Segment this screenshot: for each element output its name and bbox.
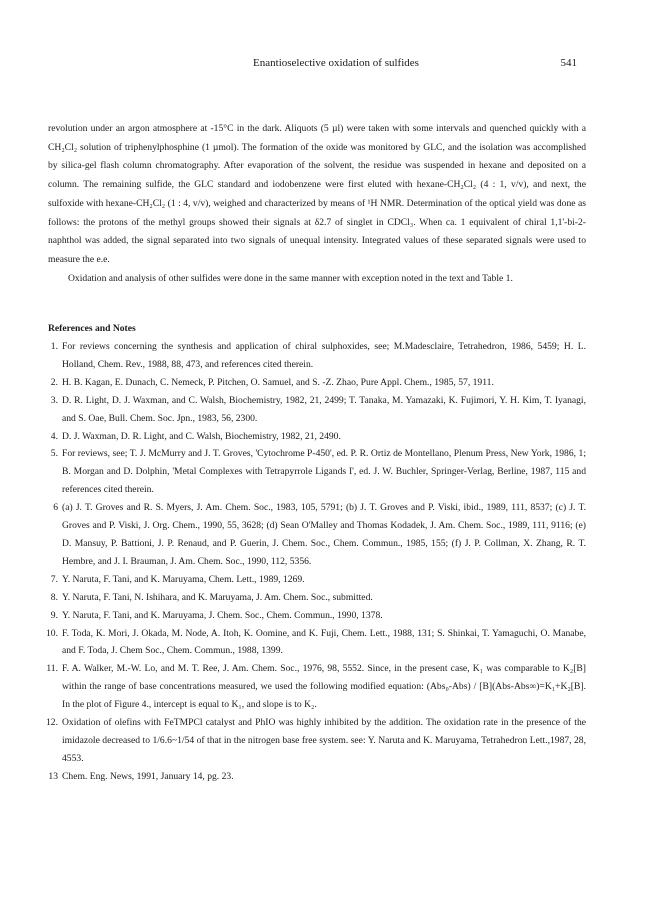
reference-item bbox=[48, 445, 586, 499]
reference-text: D. R. Light, D. J. Waxman, and C. Walsh, Biochemistry, 1982, 21, 2499; T. Tanaka, M. Yamazaki, K. Fujimori, Y. H. Kim, T. Iyanagi, and S. Oae, Bull. Chem. Soc. Jpn., 1983, 56, 2300. bbox=[62, 394, 586, 424]
reference-number: 1. bbox=[50, 341, 58, 352]
reference-text: Y. Naruta, F. Tani, N. Ishihara, and K. Maruyama, J. Am. Chem. Soc., submitted. bbox=[62, 591, 373, 603]
reference-item bbox=[48, 338, 586, 374]
reference-item bbox=[48, 589, 586, 607]
reference-number: 2. bbox=[50, 376, 58, 388]
reference-item bbox=[48, 607, 586, 625]
body-paragraph: revolution under an argon atmosphere at -15°C in the dark. Aliquots (5 µl) were taken with some intervals and quenched quickly with a CH₂Cl₂ solution of triphenylphosphine (1 µmol). The formation of the oxide was monitored by GLC, and the isolation was accomplished by silica-gel flash column chromatography. After evaporation of the solvent, the residue was suspended in hexane and deposited on a column. The remaining sulfide, the GLC standard and iodobenzene were first eluted with hexane-CH₂Cl₂ (4 : 1, v/v), and next, the sulfoxide with hexane-CH₂Cl₂ (1 : 4, v/v), weighed and characterized by means of ¹H NMR. Determination of the optical yield was done as follows: the protons of the methyl groups showed their signals at δ2.7 of singlet in CDCl₃. When ca. 1 equivalent of chiral 1,1'-bi-2-naphthol was added, the signal separated into two signals of unequal intensity. Integrated values of these separated signals were used to measure the e.e. bbox=[48, 123, 586, 265]
reference-item bbox=[48, 428, 586, 446]
reference-text: Y. Naruta, F. Tani, and K. Maruyama, J. Chem. Soc., Chem. Commun., 1990, 1378. bbox=[62, 609, 383, 621]
reference-text: H. B. Kagan, E. Dunach, C. Nemeck, P. Pitchen, O. Samuel, and S. -Z. Zhao, Pure Appl. Chem., 1985, 57, 1911. bbox=[62, 376, 494, 388]
reference-text: Oxidation of olefins with FeTMPCl catalyst and PhIO was highly inhibited by the addition. The oxidation rate in the presence of the imidazole decreased to 1/6.6~1/54 of that in the nitrogen base free system. see: Y. Naruta and K. Maruyama, Tetrahedron Lett.,1987, 28, 4553. bbox=[62, 717, 586, 764]
reference-number: 4. bbox=[50, 430, 58, 442]
reference-list bbox=[48, 338, 586, 786]
page-number: 541 bbox=[560, 57, 577, 69]
reference-number: 12. bbox=[46, 717, 58, 729]
references-heading: References and Notes bbox=[48, 323, 136, 334]
body-text bbox=[48, 120, 586, 288]
reference-text: F. A. Walker, M.-W. Lo, and M. T. Ree, J. Am. Chem. Soc., 1976, 98, 5552. Since, in the present case, K₁ was comparable to K₂[B] within the range of base concentrations measured, we used the following modified equation: (Abs₀-Abs) / [B](Abs-Abs∞)=K₁+K₂[B]. In the plot of Figure 4., intercept is equal to K₁, and slope is to K₂. bbox=[62, 663, 586, 711]
reference-number: 8. bbox=[50, 591, 58, 603]
reference-text: D. J. Waxman, D. R. Light, and C. Walsh, Biochemistry, 1982, 21, 2490. bbox=[62, 430, 341, 442]
running-header bbox=[0, 56, 672, 70]
running-title: Enantioselective oxidation of sulfides bbox=[253, 57, 419, 69]
reference-item bbox=[48, 625, 586, 661]
reference-text: Chem. Eng. News, 1991, January 14, pg. 23. bbox=[62, 770, 234, 782]
reference-number: 10. bbox=[46, 627, 58, 639]
reference-item bbox=[48, 714, 586, 768]
reference-text: (a) J. T. Groves and R. S. Myers, J. Am. Chem. Soc., 1983, 105, 5791; (b) J. T. Groves and P. Viski, ibid., 1989, 111, 8537; (c) J. T. Groves and P. Viski, J. Org. Chem., 1990, 55, 3628; (d) Sean O'Malley and Thomas Kodadek, J. Am. Chem. Soc., 1989, 111, 9116; (e) D. Mansuy, P. Battioni, J. P. Renaud, and P. Guerin, J. Chem. Soc., Chem. Commun., 1985, 155; (f) J. P. Collman, X. Zhang, R. T. Hembre, and J. I. Brauman, J. Am. Chem. Soc., 1990, 112, 5356. bbox=[62, 502, 586, 567]
reference-item bbox=[48, 374, 586, 392]
reference-number: 3. bbox=[50, 394, 58, 406]
reference-number: 5. bbox=[50, 448, 58, 460]
reference-number: 11. bbox=[46, 663, 58, 675]
reference-number: 13 bbox=[48, 770, 58, 782]
reference-item bbox=[48, 499, 586, 571]
reference-text: Y. Naruta, F. Tani, and K. Maruyama, Chem. Lett., 1989, 1269. bbox=[62, 573, 305, 585]
body-paragraph: Oxidation and analysis of other sulfides were done in the same manner with exception noted in the text and Table 1. bbox=[68, 272, 513, 284]
reference-item bbox=[48, 768, 586, 786]
reference-item bbox=[48, 392, 586, 428]
reference-text: F. Toda, K. Mori, J. Okada, M. Node, A. Itoh, K. Oomine, and K. Fuji, Chem. Lett., 1988, 131; S. Shinkai, T. Yamaguchi, O. Manabe, and F. Toda, J. Chem Soc., Chem. Commun., 1988, 1399. bbox=[62, 627, 586, 657]
reference-number: 6 bbox=[53, 502, 58, 514]
reference-item bbox=[48, 571, 586, 589]
reference-number: 7. bbox=[50, 573, 58, 585]
reference-number: 9. bbox=[50, 609, 58, 621]
reference-item bbox=[48, 660, 586, 714]
reference-text: For reviews concerning the synthesis and application of chiral sulphoxides, see; M.Madesclaire, Tetrahedron, 1986, 5459; H. L. Holland, Chem. Rev., 1988, 88, 473, and references cited therein. bbox=[62, 341, 586, 370]
reference-text: For reviews, see; T. J. McMurry and J. T. Groves, 'Cytochrome P-450', ed. P. R. Ortiz de Montellano, Plenum Press, New York, 1986, 1; B. Morgan and D. Dolphin, 'Metal Complexes with Tetrapyrrole Ligands I', ed. J. W. Buchler, Springer-Verlag, Berline, 1987, 115 and references cited therein. bbox=[62, 448, 586, 496]
